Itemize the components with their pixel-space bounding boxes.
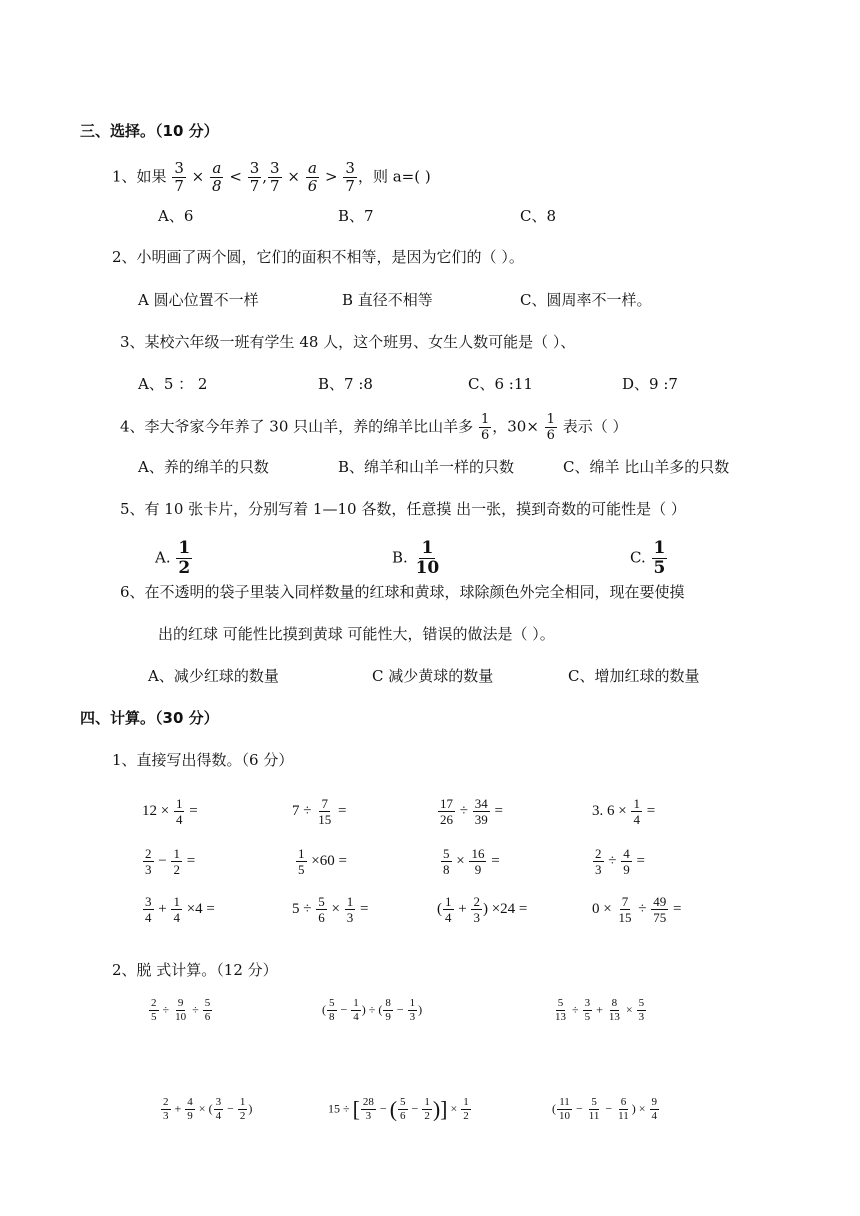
fraction: $\frac{1}{6}$: [546, 412, 555, 443]
fraction: $\frac{a}{6}$: [307, 159, 318, 195]
question-2: 2、小明画了两个圆，它们的面积不相等，是因为它们的（ ）。: [112, 248, 524, 266]
question-3: 3、某校六年级一班有学生 48 人，这个班男、女生人数可能是（ ）、: [120, 333, 576, 351]
calc-item: $\frac{3}{4}$ + $\frac{1}{4}$ ×4 =: [145, 894, 215, 925]
question-6-line-1: 6、在不透明的袋子里装入同样数量的红球和黄球，球除颜色外完全相同，现在要使摸: [120, 583, 685, 601]
fraction: $\frac{1}{5}$: [298, 846, 305, 877]
q1-suffix: ，则 a=( ): [357, 167, 431, 186]
fraction: $\frac{49}{75}$: [653, 894, 667, 925]
fraction: $\frac{1}{3}$: [346, 894, 354, 925]
section-3-title: 三、选择。（10 分）: [80, 122, 219, 140]
q2-option-a: A 圆心位置不一样: [138, 291, 259, 309]
q4-option-a: A、养的绵羊的只数: [138, 458, 269, 476]
calc-expression-4: $\frac{2}{3}$ + $\frac{4}{9}$ × ( $\frac{3}{4}$ − $\frac{1}{2}$ ): [163, 1096, 253, 1122]
fraction: $\frac{16}{9}$: [471, 846, 485, 877]
fraction: $\frac{17}{26}$: [440, 796, 453, 827]
q6-option-a: A、减少红球的数量: [148, 667, 279, 685]
calc-item: 5 ÷ $\frac{5}{6}$ × $\frac{1}{3}$ =: [292, 894, 369, 925]
fraction: $\frac{3}{7}$: [270, 159, 280, 195]
calc-item: 0 × $\frac{7}{15}$ ÷ $\frac{49}{75}$ =: [592, 894, 682, 925]
fraction: $\frac{3}{7}$: [345, 159, 355, 195]
q5-option-a: A. $\frac{1}{2}$: [155, 538, 191, 578]
calc-item: 3. 6 × $\frac{1}{4}$ =: [592, 796, 656, 827]
q2-option-b: B 直径不相等: [342, 291, 433, 309]
fraction: $\frac{7}{15}$: [618, 894, 632, 925]
q3-option-b: B、7 :8: [318, 375, 373, 393]
fraction: $\frac{a}{8}$: [212, 159, 222, 195]
q1-prefix: 1、如果: [112, 167, 167, 186]
calc-item: $\frac{1}{5}$ ×60 =: [298, 846, 347, 877]
fraction: $\frac{1}{4}$: [445, 894, 452, 925]
calc-item: 7 ÷ $\frac{7}{15}$ =: [292, 796, 347, 827]
fraction: $\frac{3}{4}$: [145, 894, 152, 925]
calc-expression-3: $\frac{5}{13}$ ÷ $\frac{3}{5}$ + $\frac{8}{13}$ × $\frac{5}{3}$: [555, 997, 645, 1023]
q4-option-b: B、绵羊和山羊一样的只数: [338, 458, 515, 476]
q1-option-a: A、6: [158, 207, 194, 225]
q3-option-c: C、6 :11: [468, 375, 533, 393]
question-6-line-2: 出的红球 可能性比摸到黄球 可能性大，错误的做法是（ ）。: [158, 625, 555, 643]
fraction: $\frac{2}{3}$: [145, 846, 152, 877]
q2-option-c: C、圆周率不一样。: [520, 291, 652, 309]
fraction: $\frac{5}{6}$: [318, 894, 325, 925]
q6-option-c: C、增加红球的数量: [568, 667, 700, 685]
fraction: $\frac{7}{15}$: [318, 796, 332, 827]
section-4-title: 四、计算。（30 分）: [80, 709, 219, 727]
calc-expression-2: ( $\frac{5}{8}$ − $\frac{1}{4}$ ) ÷ ( $\frac{8}{9}$ − $\frac{1}{3}$ ): [322, 997, 423, 1023]
fraction: $\frac{1}{2}$: [178, 538, 191, 578]
q6-option-b: C 减少黄球的数量: [372, 667, 494, 685]
q5-option-c: C. $\frac{1}{5}$: [630, 538, 666, 578]
fraction: $\frac{1}{4}$: [633, 796, 640, 827]
q1-option-c: C、8: [520, 207, 557, 225]
fraction: $\frac{1}{2}$: [173, 846, 180, 877]
fraction: $\frac{1}{10}$: [415, 538, 440, 578]
fraction: $\frac{1}{4}$: [175, 796, 183, 827]
part-2-title: 2、脱 式计算。（12 分）: [112, 961, 278, 979]
fraction: $\frac{2}{3}$: [473, 894, 480, 925]
q3-option-d: D、9 :7: [622, 375, 678, 393]
fraction: $\frac{1}{4}$: [173, 894, 180, 925]
calc-item: ( $\frac{1}{4}$ + $\frac{2}{3}$ ) ×24 =: [437, 894, 528, 925]
q4-option-c: C、绵羊 比山羊多的只数: [563, 458, 730, 476]
question-4: 4、李大爷家今年养了 30 只山羊，养的绵羊比山羊多 $\frac{1}{6}$ ，30× $\frac{1}{6}$ 表示（ ）: [120, 412, 628, 443]
calc-item: $\frac{5}{8}$ × $\frac{16}{9}$ =: [443, 846, 500, 877]
fraction: $\frac{2}{3}$: [595, 846, 602, 877]
q5-option-b: B. $\frac{1}{10}$: [392, 538, 440, 578]
q3-option-a: A、5 ： 2: [138, 375, 208, 393]
fraction: $\frac{5}{8}$: [443, 846, 450, 877]
calc-item: $\frac{2}{3}$ ÷ $\frac{4}{9}$ =: [595, 846, 645, 877]
fraction: $\frac{1}{5}$: [653, 538, 666, 578]
calc-expression-5: 15 ÷ [ $\frac{28}{3}$ − ( $\frac{5}{6}$ − $\frac{1}{2}$ )] × $\frac{1}{2}$: [328, 1096, 469, 1122]
part-1-title: 1、直接写出得数。（6 分）: [112, 751, 294, 769]
fraction: $\frac{34}{39}$: [474, 796, 488, 827]
calc-expression-1: $\frac{2}{5}$ ÷ $\frac{9}{10}$ ÷ $\frac{5}{6}$: [151, 997, 211, 1023]
question-1: 1、如果 $\frac{3}{7}$ × $\frac{a}{8}$ < $\frac{3}{7}$ , $\frac{3}{7}$ × $\frac{a}{6}$ > $\frac{3}{7}$ ，则 a=( ): [112, 159, 431, 195]
calc-item: 12 × $\frac{1}{4}$ =: [142, 796, 198, 827]
fraction: $\frac{3}{7}$: [249, 159, 260, 195]
calc-item: $\frac{2}{3}$ − $\frac{1}{2}$ =: [145, 846, 196, 877]
calc-expression-6: ( $\frac{11}{10}$ − $\frac{5}{11}$ − $\frac{6}{11}$ ) × $\frac{9}{4}$: [552, 1096, 658, 1122]
q1-option-b: B、7: [338, 207, 374, 225]
fraction: $\frac{1}{6}$: [480, 412, 490, 443]
fraction: $\frac{3}{7}$: [174, 159, 184, 195]
calc-item: $\frac{17}{26}$ ÷ $\frac{34}{39}$ =: [440, 796, 503, 827]
fraction: $\frac{4}{9}$: [623, 846, 630, 877]
question-5: 5、有 10 张卡片，分别写着 1—10 各数，任意摸 出一张，摸到奇数的可能性是（ ）: [120, 500, 686, 518]
